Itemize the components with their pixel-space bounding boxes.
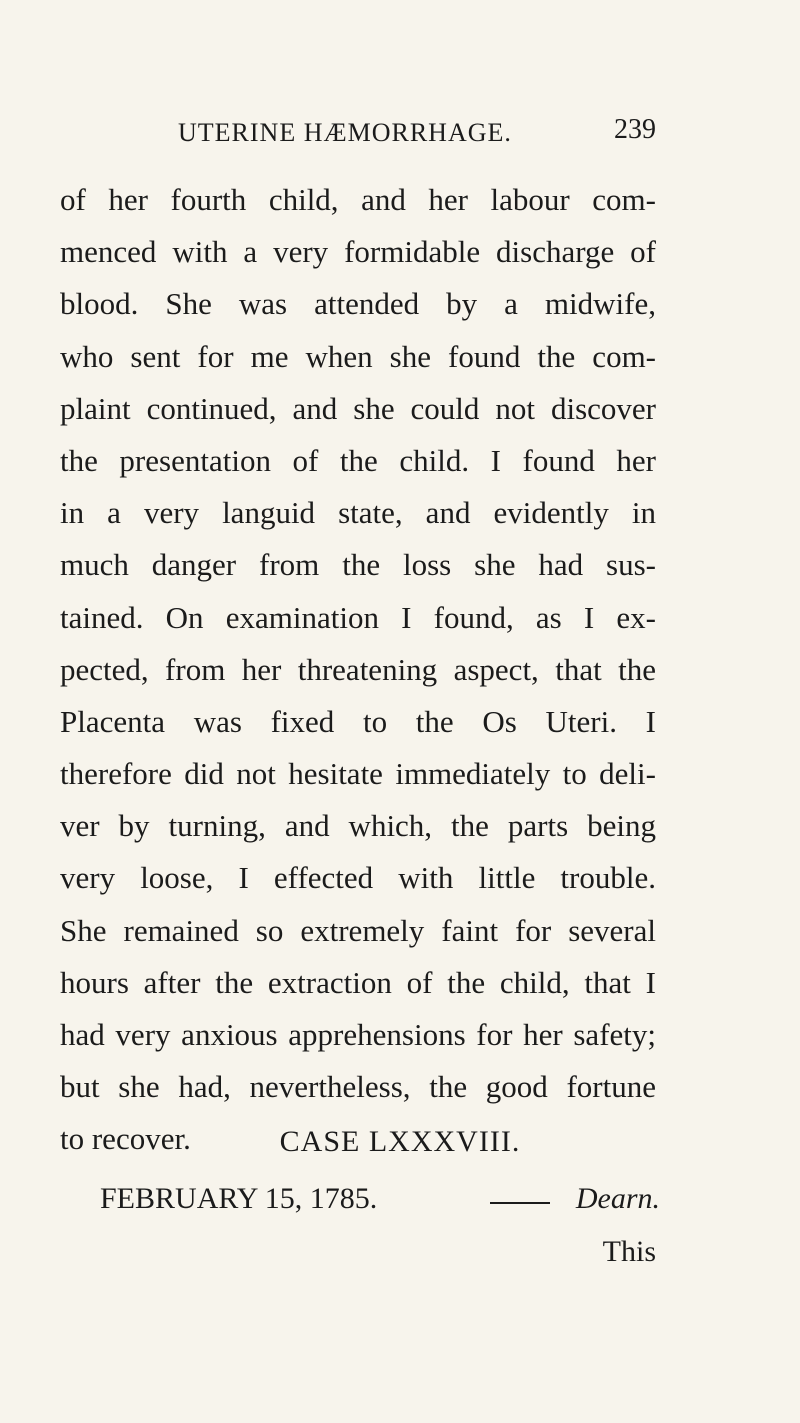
text-line: therefore did not hesitate immediately to deli- — [60, 756, 656, 792]
text-line: plaint continued, and she could not discover — [60, 390, 656, 426]
case-dateline — [100, 1182, 660, 1222]
text-line: who sent for me when she found the com- — [60, 338, 656, 374]
text-line: pected, from her threatening aspect, that the — [60, 651, 656, 687]
page-header — [178, 114, 656, 158]
text-line: menced with a very formidable discharge of — [60, 234, 656, 270]
text-line: tained. On examination I found, as I ex- — [60, 599, 656, 635]
case-heading: CASE LXXXVIII. — [279, 1125, 521, 1158]
text-line: She remained so extremely faint for several — [60, 912, 656, 948]
text-line: blood. She was attended by a midwife, — [60, 286, 656, 322]
text-line: of her fourth child, and her labour com- — [60, 182, 656, 217]
body-text — [60, 174, 656, 1166]
case-date: FEBRUARY 15, 1785. — [100, 1182, 378, 1215]
text-line: Placenta was fixed to the Os Uteri. I — [60, 703, 656, 739]
text-line: to recover. — [60, 1121, 191, 1157]
text-line: but she had, nevertheless, the good fortune — [60, 1069, 656, 1105]
text-line: the presentation of the child. I found her — [60, 442, 656, 478]
catchword: This — [602, 1235, 656, 1268]
text-line: in a very languid state, and evidently in — [60, 495, 656, 531]
text-line: much danger from the loss she had sus- — [60, 547, 656, 583]
case-author: Dearn. — [575, 1182, 660, 1215]
text-line: ver by turning, and which, the parts being — [60, 808, 656, 844]
page-number: 239 — [614, 114, 656, 145]
text-line: hours after the extraction of the child, that I — [60, 964, 656, 1000]
running-head: UTERINE HÆMORRHAGE. — [178, 118, 512, 147]
text-line: very loose, I effected with little trouble. — [60, 860, 656, 896]
text-line: had very anxious apprehensions for her safety; — [60, 1017, 656, 1052]
em-dash-rule — [490, 1202, 550, 1204]
